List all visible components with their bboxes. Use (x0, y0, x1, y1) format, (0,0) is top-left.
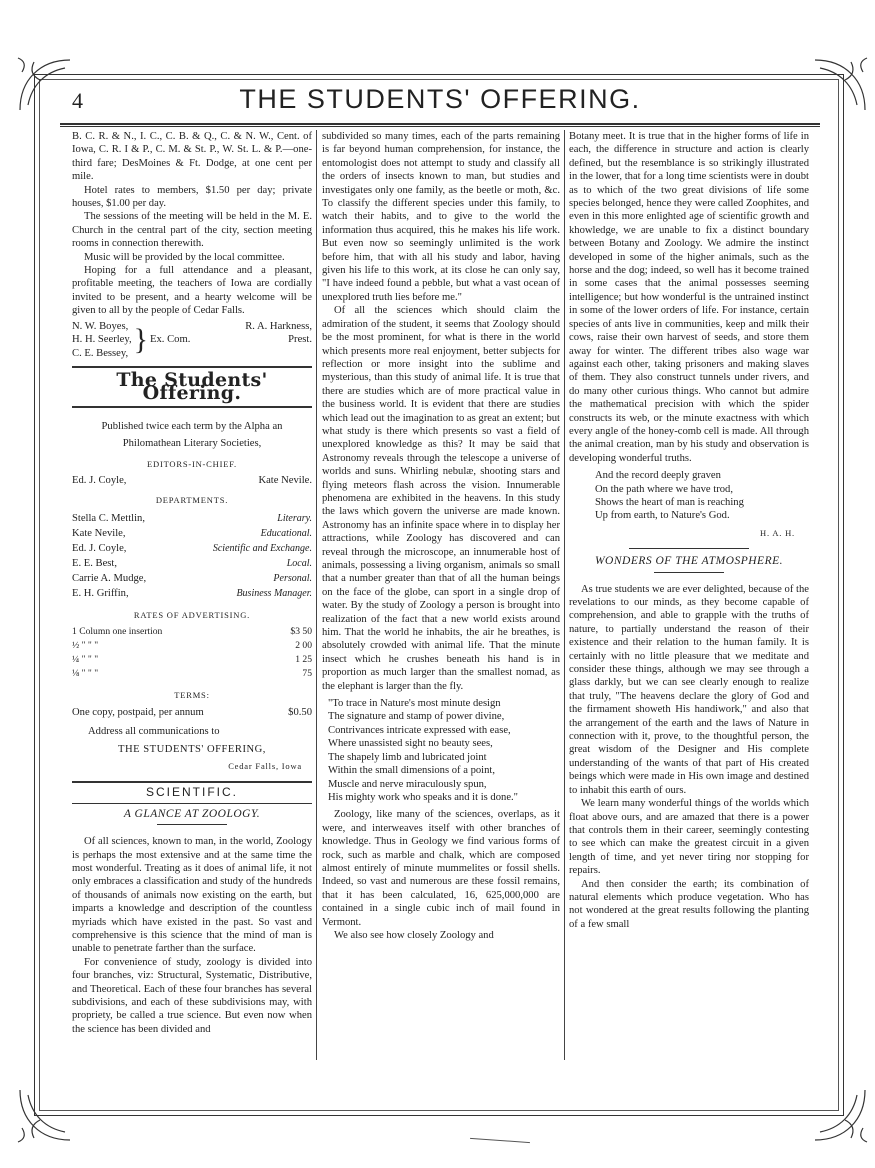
poem-line: Up from earth, to Nature's God. (595, 510, 730, 522)
zoology-poem (322, 697, 560, 804)
dept-name: Kate Nevile, (72, 527, 126, 539)
column-2 (322, 130, 560, 942)
rate-row (72, 653, 312, 667)
column-3 (569, 130, 809, 931)
closing-poem (569, 469, 809, 523)
atmosphere-paragraph: We learn many wonderful things of the worlds which float above ours, and are amazed that there is a power that controls them in their career, seemingly contesting to see which can make the greatest circuit in a given length of time, and yet never tiring nor stopping for repairs. (569, 798, 809, 877)
dept-name: E. E. Best, (72, 557, 118, 569)
rate-label: ¼ " " " (72, 654, 99, 666)
dept-row (72, 511, 312, 526)
poem-line: The signature and stamp of power divine, (328, 711, 505, 723)
poem-line: Contrivances intricate expressed with ease, (328, 724, 511, 736)
president-title: Prest. (288, 334, 312, 346)
masthead: The Students' Offering. (72, 366, 312, 408)
rate-label: ½ " " " (72, 640, 99, 652)
dept-row (72, 526, 312, 541)
rate-price: 75 (302, 668, 312, 680)
music-note: Music will be provided by the local committee. (84, 251, 285, 263)
dept-title: Business Manager. (236, 587, 312, 599)
poem-line: The shapely limb and lubricated joint (328, 751, 487, 763)
dept-name: E. H. Griffin, (72, 587, 129, 599)
sessions-note: The sessions of the meeting will be held in the M. E. Church in the central part of the city, section meeting rooms in connection therewith. (72, 211, 312, 250)
excom-label: Ex. Com. (150, 334, 191, 346)
rates-heading: RATES OF ADVERTISING. (133, 609, 251, 620)
zoology-paragraph: subdivided so many times, each of the parts remaining is far beyond human comprehension, for instance, the entomologist does not attempt to study and classify all the orders of insects known to man, but studies and investigates only one family, as the beetle or moth, &c. To classify the different species under this family, to watch their habits, and to give to the world the information thus acquired, this he makes his life work. But even now so seemingly unlimited is the work before him, that with all his study and labor, having given his life to this work, at its close he can only say, "I have indeed found a pebble, but what a vast ocean of unexplored truth lies before me." (322, 131, 560, 303)
poem-line: Within the small dimensions of a point, (328, 765, 495, 777)
address-name: THE STUDENTS' OFFERING, (118, 743, 266, 755)
zoology-paragraph: Botany meet. It is true that in the higher forms of life in each, the difference in structure and action is clearly defined, but the resemblance is so strikingly illustrated in the lower, that for a long time scientists were in doubt as to which of the two great divisions of life some species belonged, hence they were called Zoophites, and even in this more enlighted age of scientific growth and khowledge, we are unable to fix a distinct boundary between Botany and Zoology. We admire the instinct developed in some of the higher animals, such as the horse and the dog; indeed, so well has it become trained in some cases that the animal possesses seeming intelligence; but how wonderful is the untrained instinct in some of the lower orders of life. For instance, certain species of ants live in communities, keep and milk their cows, raise their own harvest of seeds, and store them away for winter. The different tribes also wage war against each other, taking prisoners and making slaves of them. They also construct tunnels under rivers, and do many other curious things. Who cannot but admire the mathematical precision with which the spider constructs its web, or the minute exactness with which every angle of the honey-comb cell is made. All through the animal creation, man by his study and observation is developing wonderful truths. (569, 131, 809, 464)
author-initials: H. A. H. (760, 527, 795, 538)
president-name: R. A. Harkness, (245, 320, 312, 332)
dept-title: Educational. (260, 527, 312, 539)
poem-line: His mighty work who speaks and it is done." (328, 791, 518, 803)
dept-title: Local. (286, 557, 312, 569)
page-title: THE STUDENTS' OFFERING. (239, 84, 641, 114)
terms-label: One copy, postpaid, per annum (72, 706, 204, 718)
dept-row (72, 586, 312, 601)
poem-line: Where unassisted sight no beauty sees, (328, 738, 493, 750)
zoology-paragraph: Of all sciences, known to man, in the world, Zoology is perhaps the most extensive and at the same time the most wonderful. Treating as it does of animal life, it not only embraces a classification and study of the hundreds of thousands of animals now existing on the earth, but imparts a knowledge and description of the countless myriads which have existed in the past. So vast and comprehensive is this science that the mind of man is unable to penetrate farther than the surface. (72, 836, 312, 955)
column-divider-1 (316, 130, 317, 1060)
flourish-bottom-left-icon (10, 1080, 80, 1150)
welcome-note: Hoping for a full attendance and a pleasant, profitable meeting, the teachers of Iowa are cordially invited to be present, and a hearty welcome will be given to all by the people of Cedar Falls. (72, 265, 312, 317)
rate-price: $3 50 (290, 626, 312, 638)
flourish-bottom-right-icon (805, 1080, 875, 1150)
rate-row (72, 667, 312, 681)
brace-icon: } (133, 322, 149, 356)
rail-fares: B. C. R. & N., I. C., C. B. & Q., C. & N. W., Cent. of Iowa, C. R. I & P., C. M. & St. P., W. St. L. & P.—one-third fare; DesMoines & Ft. Dodge, at one cent per mile. (72, 131, 312, 183)
zoology-paragraph: We also see how closely Zoology and (334, 929, 494, 941)
departments-heading: DEPARTMENTS. (155, 494, 229, 505)
stray-mark (470, 1138, 530, 1143)
published-note: Published twice each term by the Alpha an Philomathean Literary Societies, (101, 420, 283, 449)
hotel-rates: Hotel rates to members, $1.50 per day; private houses, $1.00 per day. (72, 184, 312, 210)
poem-line: On the path where we have trod, (595, 483, 733, 495)
rate-row (72, 625, 312, 639)
committee-member: C. E. Bessey, (72, 347, 129, 359)
dept-row (72, 541, 312, 556)
editors-heading: EDITORS-IN-CHIEF. (147, 458, 237, 469)
poem-line: And the record deeply graven (595, 470, 721, 482)
header-rule (60, 123, 820, 125)
committee-signature (72, 320, 312, 360)
header-rule-thin (60, 126, 820, 127)
dept-row (72, 556, 312, 571)
section-heading: SCIENTIFIC. (72, 781, 312, 803)
rate-row (72, 639, 312, 653)
article-separator (629, 548, 749, 549)
editor-name: Kate Nevile. (258, 475, 312, 487)
title-rule (157, 824, 227, 825)
terms-price: $0.50 (288, 706, 312, 718)
rate-price: 1 25 (295, 654, 312, 666)
committee-member: N. W. Boyes, (72, 320, 129, 332)
page-header (60, 82, 820, 120)
rate-label: 1 Column one insertion (72, 626, 163, 638)
column-divider-2 (564, 130, 565, 1060)
poem-line: Shows the heart of man is reaching (595, 496, 744, 508)
terms-heading: TERMS: (174, 690, 210, 701)
dept-row (72, 571, 312, 586)
terms-row (72, 706, 312, 719)
committee-member: H. H. Seerley, (72, 334, 132, 346)
dept-name: Stella C. Mettlin, (72, 512, 145, 524)
dept-title: Literary. (277, 512, 312, 524)
poem-line: "To trace in Nature's most minute design (328, 698, 501, 710)
atmosphere-paragraph: As true students we are ever delighted, because of the revelations to our minds, as they become capable of comprehension, and able to grapple with the truths of nature, to partially understand the reason of their existence and their relation to the human family. It is certainly with no little pleasure that we meditate and consider these things, although we may see through a glass darkly, but we can see clearly enough to realize that truly, "The heavens declare the glory of God and the firmament showeth His handiwork," and also that the arrangement of the earth and the laws of Nature in connection with it, prove, to the thoughtful person, the great wisdom of the Designer and His complete understanding of the wants of that part of His created beings which were made in His own image and destined to inhabit this earth of ours. (569, 583, 809, 796)
page-number: 4 (72, 88, 83, 113)
zoology-paragraph: For convenience of study, zoology is divided into four branches, viz: Structural, Systematic, Distributive, and Theoretical. Each of these four branches has several subdivisions, and each of these subdivisions may, with propriety, be called a true science. But even now when the science has been divided and (72, 956, 312, 1035)
editors-row (72, 474, 312, 487)
rate-label: ⅛ " " " (72, 668, 99, 680)
zoology-paragraph: Of all the sciences which should claim the admiration of the student, it seems that Zoology should be the most prominent, for what is there in the world which presents more real enjoyment, better subjects for reflection or more insight into the sublime and mysterious, than this study of animal life. It is true that there are studies which are of more practical value in the business world. It is evident that there are studies which lead out the imagination to as great an extent; but what study is there which presents so vast a field of unexplored knowledge as this? It may be said that Astronomy reveals through the telescope a universe of worlds and suns. Whirling nebulæ, shooting stars and flying meteors flash across the vision. Innumerable phenomena are exhibited in the heavens. In this study the laws which govern the universe are made known. Astronomy has an infinite space where in to display her attractions, while Zoology has discovered and can reveal through the microscope, an innumerable host of animals, possessing a living organism, animals so small that a number greater than that of all the human beings on the face of the globe, can sport in a single drop of water. By the study of Zoology a person is brought into realization of the fact that a new world exists around him. That the world he inhabits, the air he breathes, is absolutely crowded with animal life. That the minute insect which he crushes beneath his hand is in proportion as much larger than the smallest nomad, as the elephant is larger than the fly. (322, 305, 560, 692)
atmosphere-paragraph: And then consider the earth; its combination of natural elements which produce vegetation. Who has not wondered at the great results following the planting of a few small (569, 878, 809, 930)
title-rule (654, 572, 724, 573)
address-city: Cedar Falls, Iowa (228, 760, 302, 771)
dept-title: Scientific and Exchange. (212, 542, 312, 554)
zoology-paragraph: Zoology, like many of the sciences, overlaps, as it were, and interweaves itself with other branches of knowledge. Thus in Geology we find various forms of rock, such as marble and chalk, which are composed almost entirely of minute mummelites or fossil shells. Indeed, so vast and numerous are these fossil remains, that it has been calculated, 16, 625,000,000 are contained in a single cubic inch of mail found in Vermont. (322, 809, 560, 928)
rate-price: 2 00 (295, 640, 312, 652)
article-title: A GLANCE AT ZOOLOGY. (123, 807, 261, 820)
editor-name: Ed. J. Coyle, (72, 475, 127, 487)
address-line: Address all communications to (88, 726, 220, 738)
column-1 (72, 130, 312, 1036)
dept-title: Personal. (273, 572, 312, 584)
article-title: WONDERS OF THE ATMOSPHERE. (594, 555, 784, 568)
poem-line: Muscle and nerve miraculously spun, (328, 778, 487, 790)
dept-name: Carrie A. Mudge, (72, 572, 147, 584)
dept-name: Ed. J. Coyle, (72, 542, 127, 554)
